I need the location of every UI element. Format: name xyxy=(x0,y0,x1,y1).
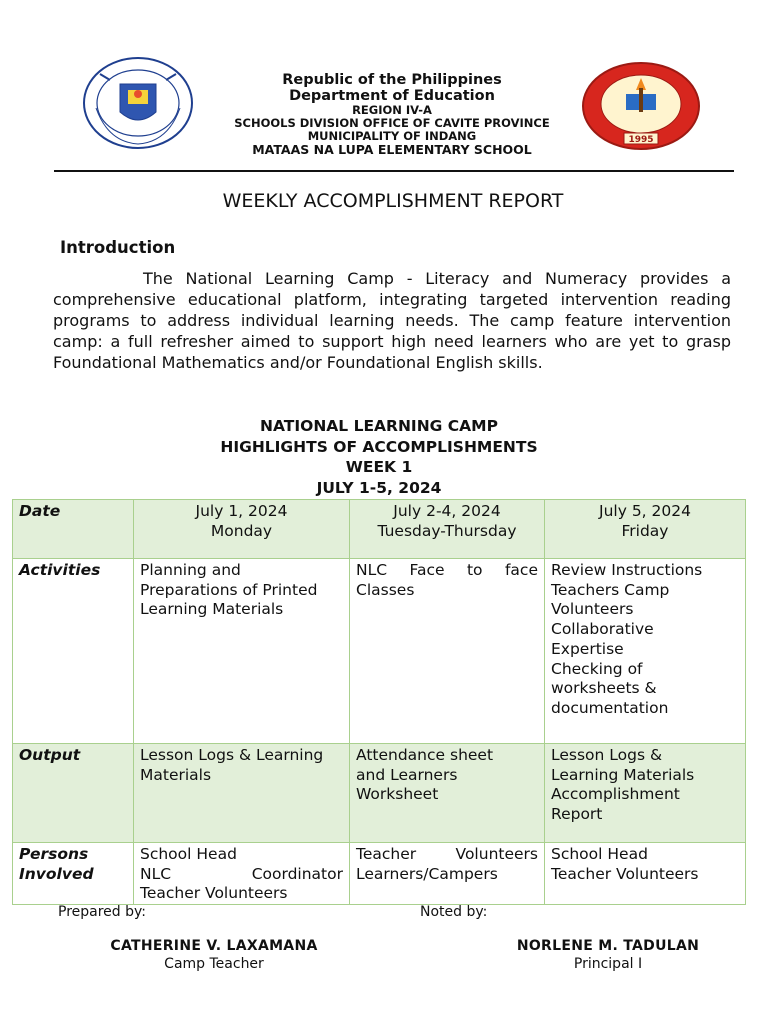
table-row-output xyxy=(13,744,746,843)
date-cell xyxy=(545,500,746,559)
noter-role: Principal I xyxy=(573,956,643,972)
caption-line: HIGHLIGHTS OF ACCOMPLISHMENTS xyxy=(220,437,538,456)
page-title: WEEKLY ACCOMPLISHMENT REPORT xyxy=(222,190,564,212)
row-label-persons xyxy=(13,843,134,905)
table-row-activities xyxy=(13,559,746,744)
output-cell xyxy=(350,744,545,843)
cell-line: Classes xyxy=(356,580,415,599)
activities-cell xyxy=(545,559,746,744)
date-cell xyxy=(350,500,545,559)
preparer-name: CATHERINE V. LAXAMANA xyxy=(110,938,318,954)
school-seal-icon xyxy=(580,60,702,152)
cell-line: NLC Face to face xyxy=(356,561,538,579)
cell-line: Planning and xyxy=(140,561,241,579)
cell-line: NLC Coordinator xyxy=(140,864,343,883)
introduction-heading: Introduction xyxy=(60,238,176,257)
cell-line: Teacher Volunteers xyxy=(356,845,538,863)
school-line: MATAAS NA LUPA ELEMENTARY SCHOOL xyxy=(252,142,532,158)
cell-line: worksheets & xyxy=(551,679,657,698)
cell-line: Teacher Volunteers xyxy=(140,884,288,903)
letterhead xyxy=(54,52,734,172)
activities-cell xyxy=(134,559,350,744)
noter-name: NORLENE M. TADULAN xyxy=(516,938,700,954)
row-label-activities: Activities xyxy=(13,559,134,744)
cell-line: Review Instructions xyxy=(551,561,703,579)
activities-cell xyxy=(350,559,545,744)
cell-line: Report xyxy=(551,805,603,824)
header-divider xyxy=(54,170,734,172)
day-text: Friday xyxy=(621,521,669,540)
date-cell xyxy=(134,500,350,559)
table-row-date xyxy=(13,500,746,559)
cell-line: Teachers Camp xyxy=(551,580,670,599)
day-text: Monday xyxy=(210,521,273,540)
output-cell xyxy=(545,744,746,843)
department-line: Department of Education xyxy=(289,88,495,105)
caption-line: WEEK 1 xyxy=(345,458,413,476)
caption-line: JULY 1-5, 2024 xyxy=(316,478,442,497)
cell-line: Checking of xyxy=(551,659,643,678)
output-cell xyxy=(134,744,350,843)
cell-line: Expertise xyxy=(551,639,624,658)
date-text: July 5, 2024 xyxy=(599,502,691,520)
cell-line: School Head xyxy=(551,845,648,863)
introduction-paragraph: The National Learning Camp - Literacy and Numeracy provides a comprehensive educational platform, integrating targeted intervention reading programs to address individual learning needs. The camp feature intervention camp: a full refresher aimed to support high need learners who are yet to grasp Foundational Mathematics and/or Foundational English skills. xyxy=(53,269,731,372)
cell-line: Volunteers xyxy=(551,600,634,619)
cell-line: Materials xyxy=(140,765,212,784)
date-text: July 2-4, 2024 xyxy=(393,502,501,520)
deped-seal-icon xyxy=(80,54,198,152)
cell-line: Worksheet xyxy=(356,785,439,804)
cell-line: School Head xyxy=(140,845,237,863)
prepared-by-label: Prepared by: xyxy=(58,904,146,920)
region-line: REGION IV-A xyxy=(352,103,432,118)
table-caption xyxy=(0,416,758,498)
municipality-line: MUNICIPALITY OF INDANG xyxy=(307,129,477,144)
noted-by-label: Noted by: xyxy=(420,904,488,920)
accomplishment-table xyxy=(12,499,746,905)
persons-cell xyxy=(545,843,746,905)
cell-line: Teacher Volunteers xyxy=(551,864,699,883)
label-line: Persons xyxy=(19,845,89,863)
persons-cell xyxy=(134,843,350,905)
table-row-persons xyxy=(13,843,746,905)
cell-line: Lesson Logs & Learning xyxy=(140,746,324,764)
cell-line: documentation xyxy=(551,698,669,717)
row-label-date: Date xyxy=(13,500,134,559)
label-line: Involved xyxy=(19,864,94,883)
school-seal-year: 1995 xyxy=(628,135,654,145)
letterhead-text xyxy=(204,72,580,157)
row-label-output: Output xyxy=(13,744,134,843)
cell-line: Learners/Campers xyxy=(356,864,498,883)
persons-cell xyxy=(350,843,545,905)
preparer-role: Camp Teacher xyxy=(164,956,264,972)
cell-line: and Learners xyxy=(356,765,458,784)
cell-line: Learning Materials xyxy=(551,765,695,784)
division-line: SCHOOLS DIVISION OFFICE OF CAVITE PROVINCE xyxy=(234,116,550,131)
date-text: July 1, 2024 xyxy=(195,502,288,520)
cell-line: Lesson Logs & xyxy=(551,746,663,764)
cell-line: Learning Materials xyxy=(140,600,284,619)
cell-line: Preparations of Printed xyxy=(140,580,318,599)
caption-line: NATIONAL LEARNING CAMP xyxy=(260,417,498,435)
cell-line: Accomplishment xyxy=(551,785,680,804)
cell-line: Collaborative xyxy=(551,620,654,639)
republic-line: Republic of the Philippines xyxy=(282,72,502,88)
cell-line: Attendance sheet xyxy=(356,746,494,764)
day-text: Tuesday-Thursday xyxy=(377,521,517,540)
